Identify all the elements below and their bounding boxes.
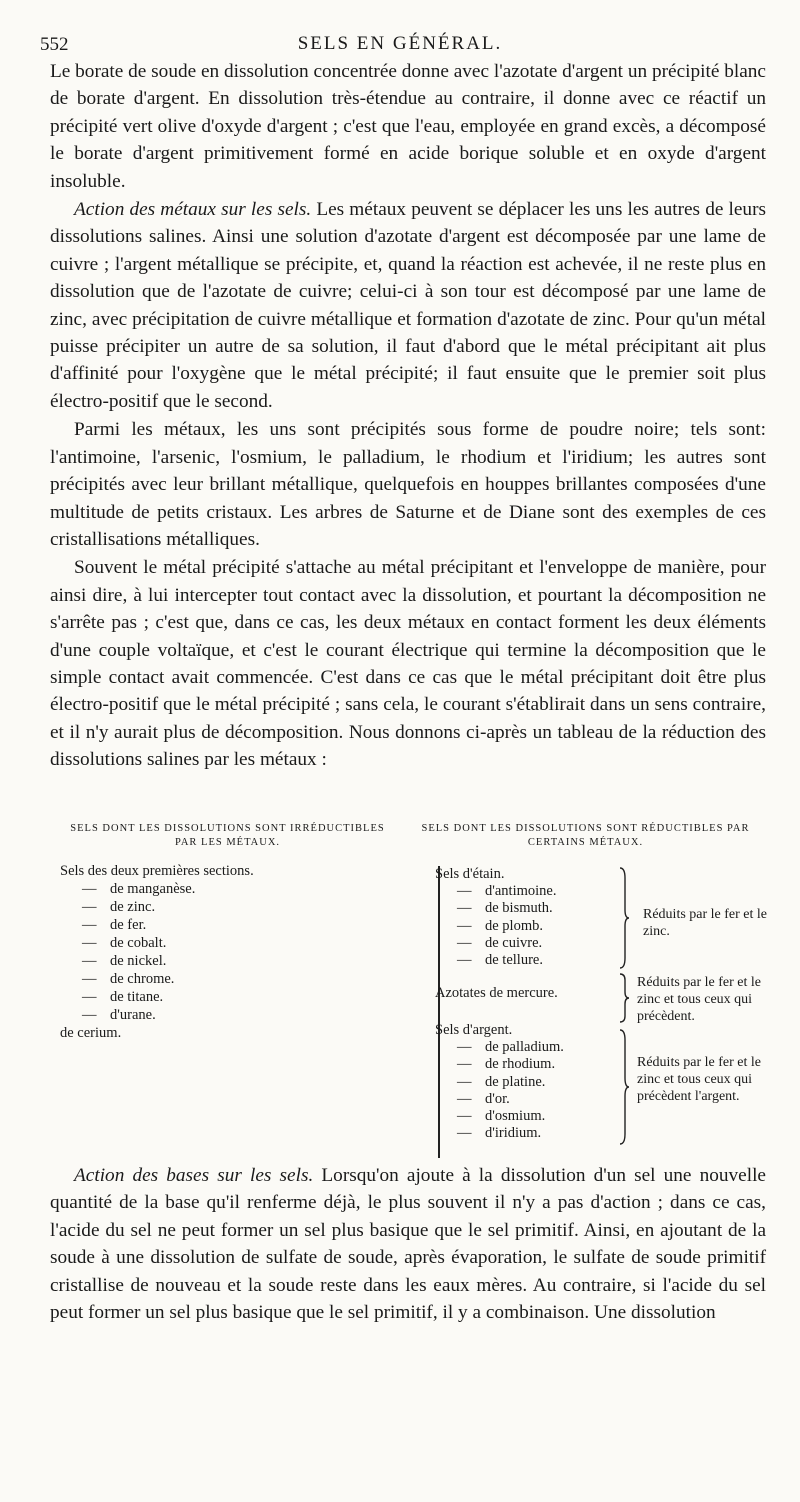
table-row: — de manganèse.: [82, 881, 196, 897]
brace-group1: [618, 866, 630, 970]
page-number: 552: [40, 34, 69, 55]
note-group3: Réduits par le fer et le zinc et tous ceux qui précèdent l'argent.: [637, 1055, 762, 1104]
table-row: de cerium.: [60, 1025, 122, 1041]
final-text: [50, 1162, 766, 1326]
paragraph-borate: Le borate de soude en dissolution concentrée donne avec l'azotate d'argent un précipité blanc de borate d'argent. En dissolution très-étendue au contraire, il donne avec ce réactif un précipité vert olive d'oxyde d'argent ; c'est que l'eau, employée en grand excès, a décomposé le borate d'argent primitivement formé en acide borique soluble et en oxyde d'argent insoluble.: [50, 61, 766, 192]
paragraph-parmi-metaux: Parmi les métaux, les uns sont précipités sous forme de poudre noire; tels sont: l'antimoine, l'arsenic, l'osmium, le palladium, le rhodium et l'iridium; les autres sont précipités avec leur brillant métallique, quelquefois en houppes brillantes composées d'une multitude de petits cristaux. Les arbres de Saturne et de Diane sont des exemples de ces cristallisations métalliques.: [50, 419, 766, 550]
table-right-header: SELS DONT LES DISSOLUTIONS SONT RÉDUCTIBLES PAR CERTAINS MÉTAUX.: [421, 823, 750, 848]
table-row: — de chrome.: [82, 971, 175, 987]
section-lead: Action des métaux sur les sels.: [74, 199, 312, 221]
table-row: Sels des deux premières sections.: [60, 863, 254, 879]
note-group2: Réduits par le fer et le zinc et tous ceux qui précèdent.: [637, 975, 762, 1024]
group-argent: Sels d'argent. — de palladium. — de rhodium. — de platine. — d'or. — d'osmium. — d'iridium.: [435, 1022, 564, 1142]
table-row: — de zinc.: [82, 899, 156, 915]
table-row: — de nickel.: [82, 953, 167, 969]
page-edge-marks: [70, 1466, 740, 1470]
main-text: [50, 58, 766, 774]
table-left-rows: [60, 862, 395, 1042]
table-left-column: [60, 822, 395, 1042]
table-row: — de titane.: [82, 989, 164, 1005]
section-lead: Action des bases sur les sels.: [74, 1165, 314, 1186]
note-group1: Réduits par le fer et le zinc.: [643, 907, 768, 939]
group-etain: Sels d'étain. — d'antimoine. — de bismuth. — de plomb. — de cuivre. — de tellure.: [435, 866, 557, 969]
brace-group2: [618, 972, 630, 1024]
table-row: — de fer.: [82, 917, 147, 933]
paragraph-souvent: Souvent le métal précipité s'attache au métal précipitant et l'enveloppe de manière, pour ainsi dire, à lui intercepter tout contact avec la dissolution, et pourtant la décomposition ne s'arrête pas ; c'est que, dans ce cas, les deux métaux en contact forment les deux éléments d'une couple voltaïque, et c'est le courant électrique qui termine la décomposition que le simple contact avait commencée. C'est dans ce cas que le métal précipitant doit être plus électro-positif que le métal précipité ; sans cela, le courant s'établirait dans un sens contraire, et il n'y aurait plus de décomposition. Nous donnons ci-après un tableau de la réduction des dissolutions salines par les métaux :: [50, 557, 766, 771]
table-row: — d'urane.: [82, 1007, 156, 1023]
paragraph-action-metaux: Action des métaux sur les sels. Les métaux peuvent se déplacer les uns les autres de leurs dissolutions salines. Ainsi une solution d'azotate d'argent est décomposée par une lame de cuivre ; l'argent métallique se précipite, et, quand la réaction est achevée, il ne reste plus en dissolution que de l'azotate de cuivre; celui-ci à son tour est décomposé par une lame de zinc, avec précipitation de cuivre métallique et formation d'azotate de zinc. Pour qu'un métal puisse précipiter un autre de sa solution, il faut d'abord que le métal précipitant ait plus d'affinité pour l'oxygène que le métal précipité; il faut ensuite que le premier soit plus électro-positif que le second.: [50, 199, 767, 412]
table-right-column: [405, 822, 768, 1142]
brace-group3: [618, 1028, 630, 1146]
reduction-table: [50, 822, 766, 1152]
paragraph-action-bases: Action des bases sur les sels. Lorsqu'on ajoute à la dissolution d'un sel une nouvelle quantité de la base qu'il renferme déjà, le plus souvent il n'y a pas d'action ; dans ce cas, l'acide du sel ne peut former un sel plus basique que le sel primitif. Ainsi, en ajoutant de la soude à une dissolution de sulfate de soude, après évaporation, le sulfate de soude primitif cristallise de nouveau et la soude reste dans les eaux mères. Au contraire, si l'acide du sel peut former un sel plus basique que le sel primitif, il y a combinaison. Une dissolution: [50, 1165, 766, 1324]
table-left-header: SELS DONT LES DISSOLUTIONS SONT IRRÉDUCTIBLES PAR LES MÉTAUX.: [70, 823, 385, 848]
table-row: — de cobalt.: [82, 935, 167, 951]
running-head: SELS EN GÉNÉRAL.: [297, 33, 503, 54]
group-mercure: Azotates de mercure.: [435, 985, 558, 1001]
